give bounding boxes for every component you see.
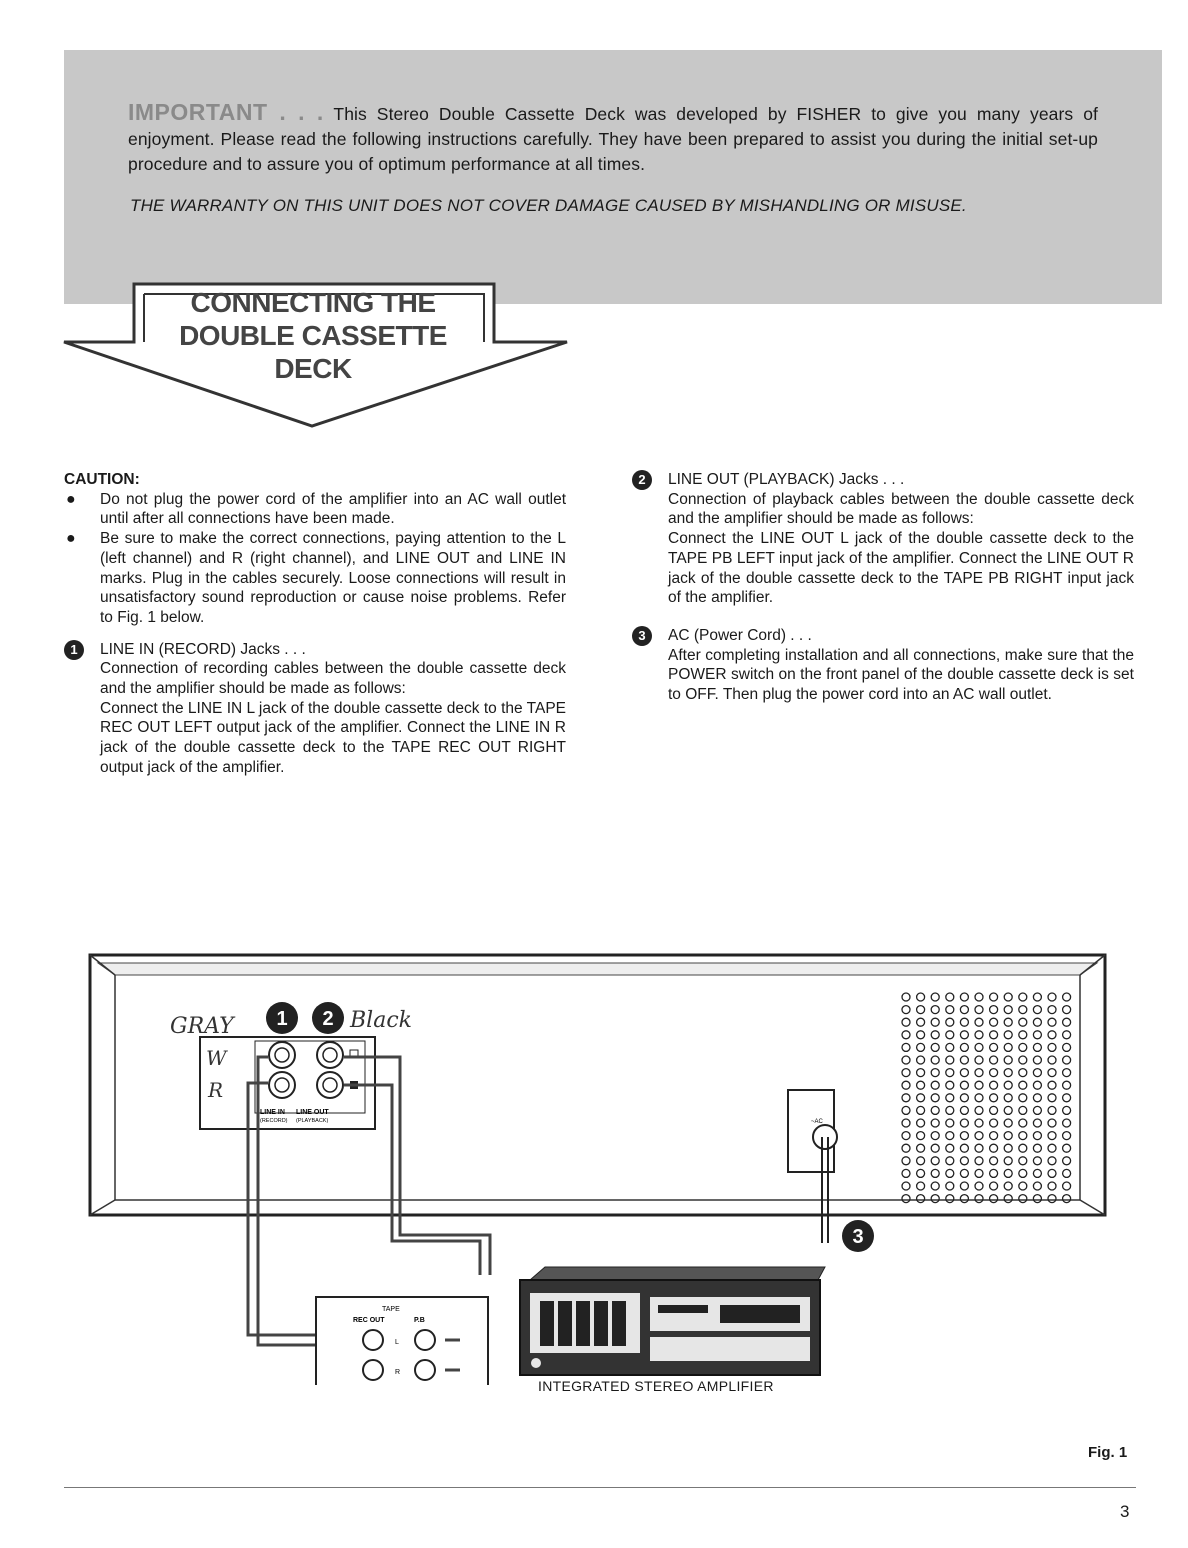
diagram-badge-3 (842, 1220, 874, 1252)
record-label: (RECORD) (260, 1118, 288, 1124)
heading-line-1: CONNECTING THE (190, 287, 436, 318)
item-title: LINE IN (RECORD) Jacks . . . (100, 640, 306, 658)
amplifier-label: INTEGRATED STEREO AMPLIFIER (538, 1378, 774, 1394)
bullet-dot-icon: ● (66, 490, 76, 508)
tape-label: TAPE (382, 1306, 400, 1313)
diagram-badge-1 (266, 1002, 298, 1034)
playback-label: (PLAYBACK) (296, 1118, 329, 1124)
item-text: Connection of recording cables between the double cassette deck and the amplifier should be made as follows: (100, 660, 566, 698)
line-out-label: LINE OUT (296, 1109, 329, 1116)
svg-text:2: 2 (322, 1008, 334, 1030)
line-in-label: LINE IN (260, 1109, 285, 1116)
caution-bullet (64, 490, 566, 529)
jack-l-label: L (395, 1339, 399, 1346)
important-banner (64, 50, 1162, 304)
handwriting-black: Black (350, 1008, 412, 1033)
line-in-item (64, 640, 566, 778)
caution-bullet-text: Be sure to make the correct connections, paying attention to the L (left channel) and R (right channel), and LINE OUT and LINE IN marks. Plug in the cables securely. Loose connections will result in unsatisfactory sound reproduction or cause noise problems. Refer to Fig. 1 below. (100, 530, 566, 626)
item-text: Connection of playback cables between the double cassette deck and the amplifier should be made as follows: (668, 490, 1134, 528)
caution-title: CAUTION: (64, 471, 140, 488)
ac-power-item (632, 626, 1134, 705)
number-badge-2: 2 (632, 470, 652, 490)
jack-r-label: R (395, 1369, 401, 1376)
integrated-amplifier (520, 1267, 825, 1375)
page-number: 3 (1120, 1502, 1130, 1521)
item-text: Connect the LINE OUT L jack of the double cassette deck to the TAPE PB LEFT input jack of the amplifier. Connect the LINE OUT R jack of the double cassette deck to the TAPE PB RIGHT input jack of the amplifier. (668, 530, 1134, 607)
caution-bullet (64, 529, 566, 628)
connection-diagram (60, 945, 1120, 1385)
handwriting-r: R (208, 1078, 224, 1102)
bullet-dot-icon: ● (66, 530, 76, 548)
right-column (632, 470, 1134, 705)
section-heading (140, 286, 486, 385)
heading-line-3: DECK (274, 353, 352, 384)
warranty-notice: THE WARRANTY ON THIS UNIT DOES NOT COVER DAMAGE CAUSED BY MISHANDLING OR MISUSE. (130, 196, 967, 215)
ac-label: ~AC (811, 1119, 823, 1125)
item-text: After completing installation and all connections, make sure that the POWER switch on the front panel of the double cassette deck is set to OFF. Then plug the power cord into an AC wall outlet. (668, 646, 1134, 704)
number-badge-1: 1 (64, 640, 84, 660)
diagram-badge-2 (312, 1002, 344, 1034)
handwriting-gray: GRAY (170, 1014, 234, 1039)
item-title: LINE OUT (PLAYBACK) Jacks . . . (668, 471, 905, 488)
line-out-item (632, 470, 1134, 608)
amplifier-tape-jacks (316, 1297, 488, 1385)
important-lead: IMPORTANT . . . (128, 99, 324, 125)
svg-text:3: 3 (852, 1226, 864, 1248)
figure-label: Fig. 1 (1088, 1444, 1128, 1461)
important-text: This Stereo Double Cassette Deck was developed by FISHER to give you many years of enjoyment. Please read the following instructions carefully. They have been prepared to assist you during the initial set-up procedure and to assure you of optimum performance at all times. (128, 104, 1098, 174)
number-badge-3: 3 (632, 626, 652, 646)
rec-out-label: REC OUT (353, 1317, 385, 1324)
important-notice (128, 100, 1098, 177)
svg-text:1: 1 (276, 1008, 288, 1030)
caution-bullet-text: Do not plug the power cord of the amplifier into an AC wall outlet until after all connections have been made. (100, 490, 566, 528)
left-column (64, 470, 566, 778)
pb-label: P.B (414, 1317, 425, 1324)
item-title: AC (Power Cord) . . . (668, 626, 812, 644)
heading-line-2: DOUBLE CASSETTE (179, 320, 447, 351)
ac-socket (788, 1090, 837, 1243)
handwriting-w: W (206, 1046, 227, 1070)
footer-divider (64, 1487, 1136, 1488)
item-text: Connect the LINE IN L jack of the double cassette deck to the TAPE REC OUT LEFT output jack of the amplifier. Connect the LINE IN R jack of the double cassette deck to the TAPE REC OUT RIGHT output jack of the amplifier. (100, 699, 566, 776)
